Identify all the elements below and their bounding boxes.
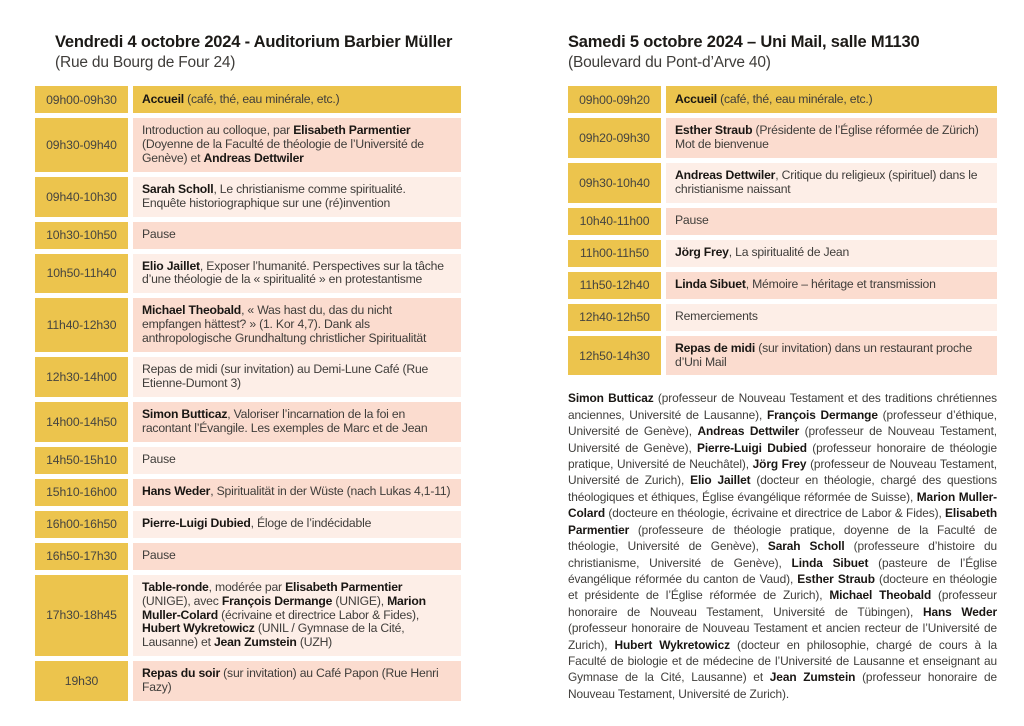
session-cell bbox=[133, 575, 461, 657]
schedule-row bbox=[568, 86, 997, 113]
schedule-row bbox=[568, 118, 997, 158]
session-cell bbox=[666, 118, 997, 158]
schedule-row bbox=[35, 402, 461, 442]
session-cell bbox=[666, 304, 997, 331]
time-cell: 09h00-09h20 bbox=[568, 86, 661, 113]
session-cell bbox=[666, 336, 997, 376]
saturday-schedule bbox=[568, 86, 997, 375]
time-cell: 11h00-11h50 bbox=[568, 240, 661, 267]
session-text: Sarah Scholl, Le christianisme comme spiritualité. Enquête historiographique sur une (ré)invention bbox=[142, 181, 406, 210]
session-text: Michael Theobald, « Was hast du, das du nicht empfangen hättest? » (1. Kor 4,7). Dank als anthropologische Grundhaltung christlicher Spiritualität bbox=[142, 303, 427, 346]
session-text: Esther Straub (Présidente de l’Église réformée de Zürich) Mot de bienvenue bbox=[675, 123, 979, 151]
time-cell: 10h50-11h40 bbox=[35, 254, 128, 294]
session-text: Andreas Dettwiler, Critique du religieux (spirituel) dans le christianisme naissant bbox=[675, 167, 978, 196]
session-cell bbox=[133, 402, 461, 442]
schedule-row bbox=[35, 298, 461, 352]
time-cell: 12h40-12h50 bbox=[568, 304, 661, 331]
saturday-title: Samedi 5 octobre 2024 – Uni Mail, salle M1130 bbox=[568, 33, 920, 51]
time-cell: 09h20-09h30 bbox=[568, 118, 661, 158]
schedule-row bbox=[35, 118, 461, 172]
speaker-bios: Simon Butticaz (professeur de Nouveau Testament et des traditions chrétiennes anciennes, Université de Lausanne), François Dermange (professeur d’éthique, Université de Genève), Andreas Dettwiler (professeur de Nouveau Testament, Université de Genève), Pierre-Luigi Dubied (professeur honoraire de théologie pratique, Université de Neuchâtel), Jörg Frey (professeur de Nouveau Testament, Université de Zurich), Elio Jaillet (docteur en théologie, chargé des questions théologiques et éthiques, Église évangélique réformée de Suisse), Marion Muller-Colard (docteure en théologie, écrivaine et directrice de Labor & Fides), Elisabeth Parmentier (professeure de théologie pratique, doyenne de la Faculté de théologie, Université de Genève), Sarah Scholl (professeure d’histoire du christianisme, Université de Genève), Linda Sibuet (pasteure de l’Église évangélique réformée du canton de Vaud), Esther Straub (docteure en théologie et présidente de l’Église réformée de Zurich), Michael Theobald (professeur honoraire de Nouveau Testament, Université de Tübingen), Hans Weder (professeur honoraire de Nouveau Testament et ancien recteur de l’Université de Zurich), Hubert Wykretowicz (docteur en philosophie, chargé de cours à la Faculté de biologie et de médecine de l’Université de Lausanne et enseignant au Gymnase de la Cité, Lausanne) et Jean Zumstein (professeur honoraire de Nouveau Testament, Université de Zurich). bbox=[568, 391, 998, 701]
time-cell: 17h30-18h45 bbox=[35, 575, 128, 657]
session-text: Repas du soir (sur invitation) au Café Papon (Rue Henri Fazy) bbox=[142, 666, 439, 695]
session-cell bbox=[133, 447, 461, 474]
session-text: Pause bbox=[142, 548, 176, 563]
time-cell: 14h00-14h50 bbox=[35, 402, 128, 442]
friday-title: Vendredi 4 octobre 2024 - Auditorium Barbier Müller bbox=[55, 33, 453, 51]
session-text: Pause bbox=[675, 213, 709, 228]
session-cell bbox=[133, 86, 461, 113]
time-cell: 09h00-09h30 bbox=[35, 86, 128, 113]
saturday-subtitle: (Boulevard du Pont-d’Arve 40) bbox=[568, 54, 771, 71]
session-cell bbox=[666, 86, 997, 113]
session-text: Accueil (café, thé, eau minérale, etc.) bbox=[142, 91, 340, 106]
schedule-row bbox=[35, 222, 461, 249]
session-text: Simon Butticaz, Valoriser l’incarnation de la foi en racontant l’Évangile. Les exemples de Marc et de Jean bbox=[142, 406, 428, 435]
schedule-row bbox=[35, 177, 461, 217]
saturday-column bbox=[568, 32, 997, 702]
session-text: Pause bbox=[142, 452, 176, 467]
schedule-row bbox=[568, 163, 997, 203]
schedule-row bbox=[35, 511, 461, 538]
session-text: Repas de midi (sur invitation) dans un restaurant proche d’Uni Mail bbox=[675, 340, 973, 369]
friday-column bbox=[35, 32, 461, 706]
session-cell bbox=[133, 254, 461, 294]
time-cell: 19h30 bbox=[35, 661, 128, 701]
schedule-row bbox=[35, 357, 461, 397]
session-text: Table-ronde, modérée par Elisabeth Parmentier (UNIGE), avec François Dermange (UNIGE), Marion Muller-Colard (écrivaine et directrice Labor & Fides), Hubert Wykretowicz (UNIL / Gymnase de la Cité, Lausanne) et Jean Zumstein (UZH) bbox=[142, 579, 426, 650]
time-cell: 15h10-16h00 bbox=[35, 479, 128, 506]
session-text: Jörg Frey, La spiritualité de Jean bbox=[675, 245, 850, 260]
friday-schedule bbox=[35, 86, 461, 701]
session-text: Elio Jaillet, Exposer l’humanité. Perspectives sur la tâche d’une théologie de la « spiritualité » en protestantisme bbox=[142, 258, 444, 287]
time-cell: 12h30-14h00 bbox=[35, 357, 128, 397]
saturday-header bbox=[568, 32, 997, 73]
session-text: Linda Sibuet, Mémoire – héritage et transmission bbox=[675, 277, 936, 292]
schedule-row bbox=[35, 447, 461, 474]
schedule-row bbox=[35, 86, 461, 113]
session-text: Accueil (café, thé, eau minérale, etc.) bbox=[675, 91, 873, 106]
schedule-row bbox=[35, 661, 461, 701]
session-text: Pierre-Luigi Dubied, Éloge de l’indécidable bbox=[142, 516, 372, 531]
time-cell: 16h50-17h30 bbox=[35, 543, 128, 570]
session-text: Remerciements bbox=[675, 309, 758, 324]
friday-header bbox=[35, 32, 461, 73]
session-cell bbox=[133, 298, 461, 352]
time-cell: 10h40-11h00 bbox=[568, 208, 661, 235]
time-cell: 10h30-10h50 bbox=[35, 222, 128, 249]
session-cell bbox=[133, 543, 461, 570]
schedule-row bbox=[568, 272, 997, 299]
session-cell bbox=[133, 357, 461, 397]
schedule-row bbox=[35, 575, 461, 657]
session-cell bbox=[666, 240, 997, 267]
session-cell bbox=[133, 177, 461, 217]
session-text: Pause bbox=[142, 227, 176, 242]
friday-subtitle: (Rue du Bourg de Four 24) bbox=[55, 54, 236, 71]
schedule-row bbox=[35, 543, 461, 570]
session-cell bbox=[133, 222, 461, 249]
session-cell bbox=[133, 479, 461, 506]
schedule-row bbox=[35, 479, 461, 506]
time-cell: 11h50-12h40 bbox=[568, 272, 661, 299]
time-cell: 16h00-16h50 bbox=[35, 511, 128, 538]
session-cell bbox=[133, 118, 461, 172]
time-cell: 09h40-10h30 bbox=[35, 177, 128, 217]
schedule-row bbox=[568, 336, 997, 376]
session-cell bbox=[666, 208, 997, 235]
session-cell bbox=[666, 163, 997, 203]
session-text: Introduction au colloque, par Elisabeth Parmentier (Doyenne de la Faculté de théologie de l’Université de Genève) et Andreas Dettwiler bbox=[142, 123, 424, 165]
session-cell bbox=[133, 511, 461, 538]
schedule-row bbox=[568, 240, 997, 267]
session-cell bbox=[133, 661, 461, 701]
schedule-row bbox=[568, 304, 997, 331]
time-cell: 09h30-10h40 bbox=[568, 163, 661, 203]
time-cell: 12h50-14h30 bbox=[568, 336, 661, 376]
time-cell: 09h30-09h40 bbox=[35, 118, 128, 172]
session-text: Repas de midi (sur invitation) au Demi-Lune Café (Rue Etienne-Dumont 3) bbox=[142, 362, 429, 390]
time-cell: 11h40-12h30 bbox=[35, 298, 128, 352]
schedule-row bbox=[35, 254, 461, 294]
session-text: Hans Weder, Spiritualität in der Wüste (nach Lukas 4,1-11) bbox=[142, 484, 451, 499]
session-cell bbox=[666, 272, 997, 299]
time-cell: 14h50-15h10 bbox=[35, 447, 128, 474]
schedule-row bbox=[568, 208, 997, 235]
